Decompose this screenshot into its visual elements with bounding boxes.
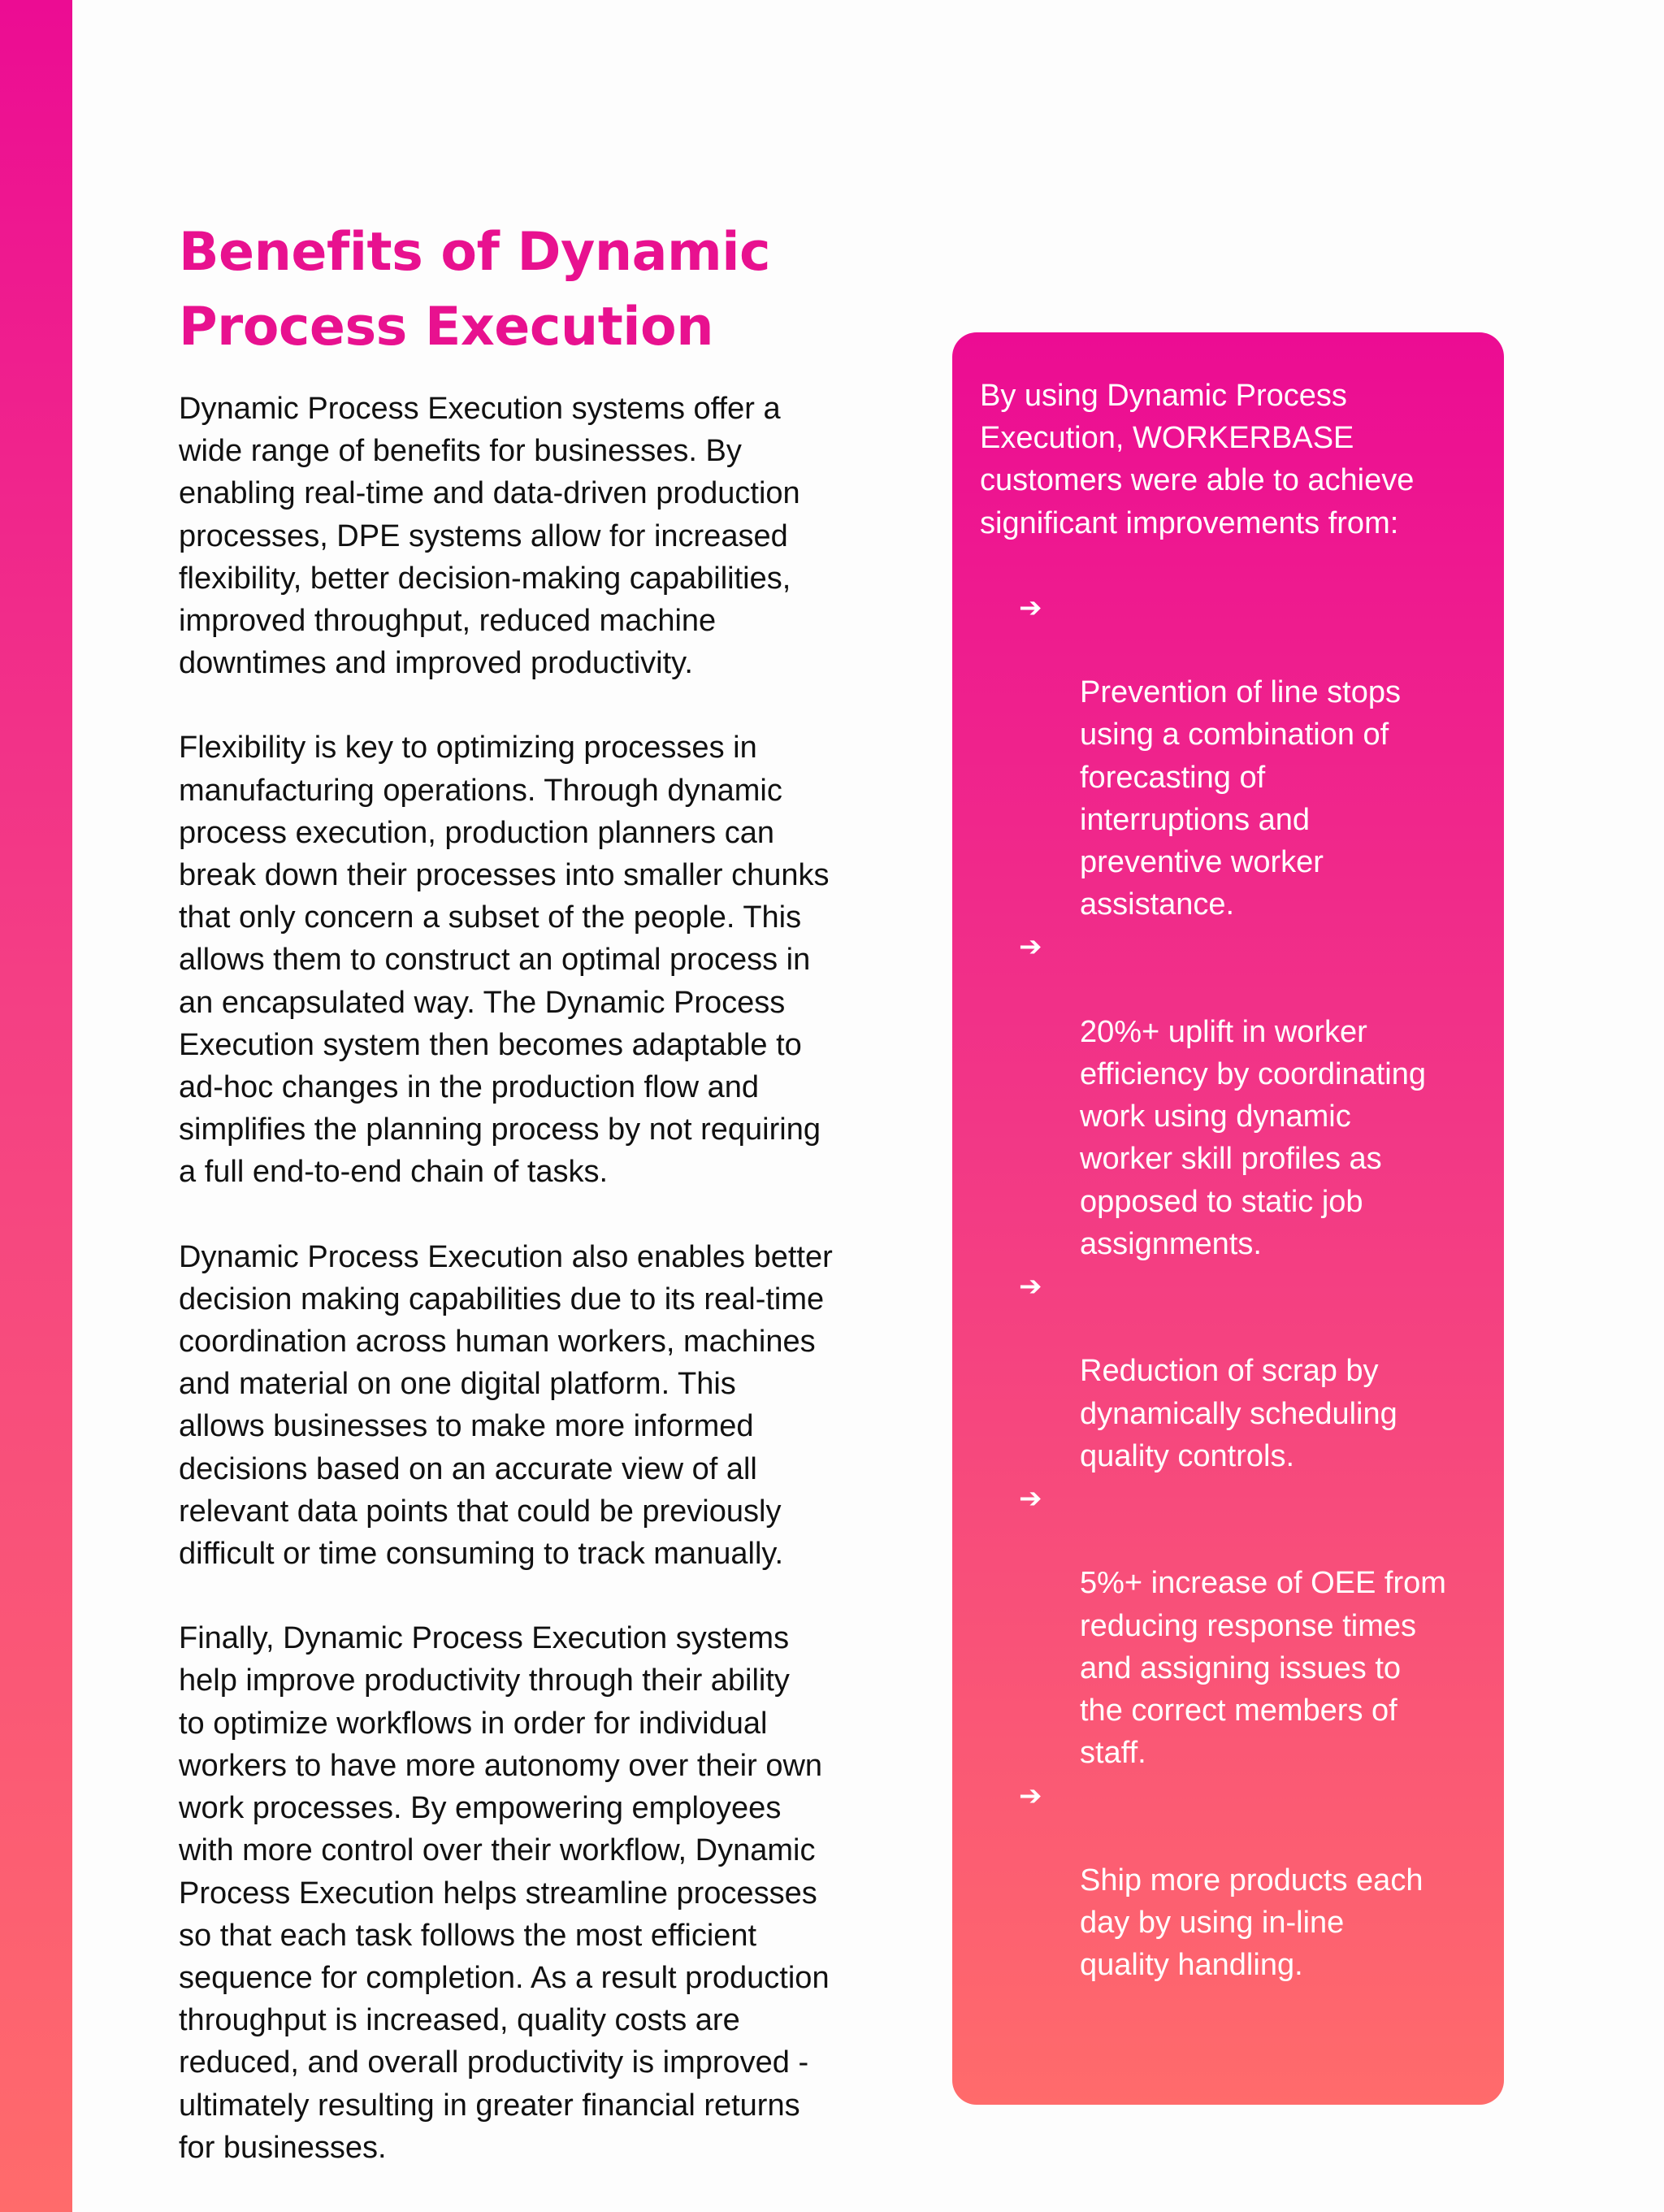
results-list-item-text: 5%+ increase of OEE from reducing response times and assigning issues to the correct members of staff. xyxy=(1080,1566,1446,1771)
page-title-line-2: Process Execution xyxy=(179,297,713,358)
results-list xyxy=(980,587,1478,1987)
results-list-item xyxy=(980,587,1478,926)
arrow-right-icon: ➔ xyxy=(1019,1482,1042,1516)
results-card xyxy=(952,332,1504,2105)
results-list-item-text: 20%+ uplift in worker efficiency by coordinating work using dynamic worker skill profiles as opposed to static job assignments. xyxy=(1080,1014,1426,1261)
results-list-item xyxy=(980,1477,1478,1774)
results-list-item xyxy=(980,926,1478,1265)
paragraph-productivity: Finally, Dynamic Process Execution systems help improve productivity through their ability to optimize workflows in order for individual workers to have more autonomy over their own work processes. By empowering employees with more control over their workflow, Dynamic Process Execution helps streamline processes so that each task follows the most efficient sequence for completion. As a result production throughput is increased, quality costs are reduced, and overall productivity is improved - ultimately resulting in greater financial returns for businesses. xyxy=(179,1621,830,2165)
results-list-item-text: Reduction of scrap by dynamically scheduling quality controls. xyxy=(1080,1354,1398,1473)
arrow-right-icon: ➔ xyxy=(1019,1779,1042,1812)
main-column xyxy=(179,215,861,2211)
results-list-item-text: Prevention of line stops using a combination of forecasting of interruptions and preventive worker assistance. xyxy=(1080,675,1402,922)
paragraph-intro: Dynamic Process Execution systems offer a wide range of benefits for businesses. By enabling real-time and data-driven production processes, DPE systems allow for increased flexibility, better decision-making capabilities, improved throughput, reduced machine downtimes and improved productivity. xyxy=(179,392,800,681)
arrow-right-icon: ➔ xyxy=(1019,1270,1042,1303)
page-title-line-1: Benefits of Dynamic xyxy=(179,222,771,283)
page-title xyxy=(179,215,861,365)
paragraph-flexibility: Flexibility is key to optimizing processes in manufacturing operations. Through dynamic process execution, production planners can break down their processes into smaller chunks that only concern a subset of the people. This allows them to construct an optimal process in an encapsulated way. The Dynamic Process Execution system then becomes adaptable to ad-hoc changes in the production flow and simplifies the planning process by not requiring a full end-to-end chain of tasks. xyxy=(179,731,830,1190)
arrow-right-icon: ➔ xyxy=(1019,591,1042,624)
results-card-intro: By using Dynamic Process Execution, WORKERBASE customers were able to achieve significant improvements from: xyxy=(980,379,1415,540)
paragraph-decision-making: Dynamic Process Execution also enables better decision making capabilities due to its real-time coordination across human workers, machines and material on one digital platform. This allows businesses to make more informed decisions based on an accurate view of all relevant data points that could be previously difficult or time consuming to track manually. xyxy=(179,1239,833,1572)
results-list-item xyxy=(980,1265,1478,1477)
arrow-right-icon: ➔ xyxy=(1019,930,1042,964)
results-list-item-text: Ship more products each day by using in-line quality handling. xyxy=(1080,1863,1424,1983)
side-gradient-stripe xyxy=(0,0,72,2212)
results-list-item xyxy=(980,1775,1478,1987)
